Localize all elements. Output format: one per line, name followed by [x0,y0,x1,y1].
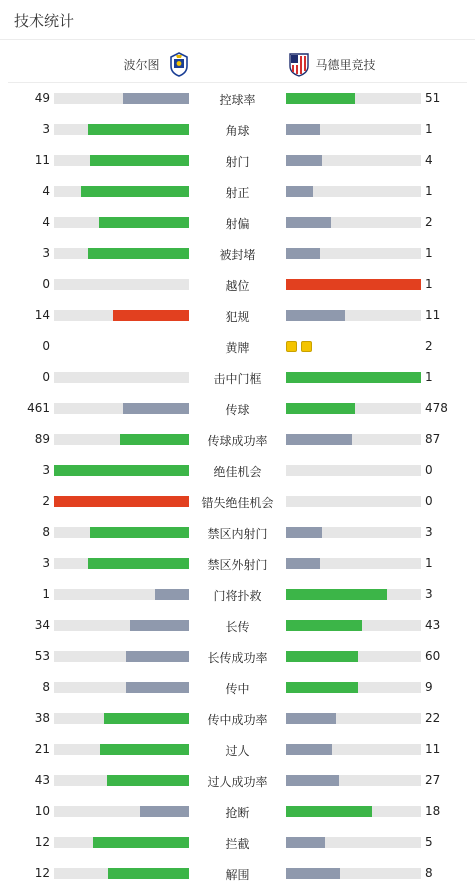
stat-label: 传球 [225,403,250,417]
home-stat-bar [54,186,189,197]
home-stat-bar [54,465,189,476]
stat-label: 抢断 [225,806,250,820]
stat-row [0,424,475,455]
away-stat-value: 1 [425,277,433,291]
stat-row [0,83,475,114]
yellow-card-icon [301,341,312,352]
away-stat-bar-fill [286,527,322,538]
stat-row [0,145,475,176]
home-stat-value: 3 [42,463,50,477]
stat-row [0,858,475,889]
away-stat-value: 11 [425,308,441,322]
yellow-card-icon [286,341,297,352]
home-stat-bar-fill [54,496,189,507]
stat-row [0,114,475,145]
away-stat-bar-fill [286,279,421,290]
porto-crest-icon [168,51,190,77]
away-stat-bar [286,124,421,135]
home-stat-value: 461 [27,401,50,415]
stat-label: 传中 [225,682,250,696]
home-stat-bar-fill [88,124,189,135]
home-stat-value: 4 [42,184,50,198]
home-stat-value: 1 [42,587,50,601]
home-stat-value: 8 [42,525,50,539]
away-stat-value: 18 [425,804,441,818]
home-stat-bar-fill [81,186,189,197]
stat-label: 击中门框 [213,372,262,386]
home-stat-bar-fill [123,403,189,414]
home-stat-value: 12 [34,835,50,849]
home-stat-bar-fill [107,775,189,786]
away-stat-value: 0 [425,494,433,508]
away-stat-bar-fill [286,372,421,383]
home-stat-bar-fill [130,620,189,631]
stat-row [0,610,475,641]
home-stat-bar-fill [54,465,189,476]
stat-row [0,331,475,362]
away-stat-bar-fill [286,186,313,197]
away-stat-bar-fill [286,806,372,817]
stat-row [0,455,475,486]
stat-label: 过人 [225,744,250,758]
away-stat-value: 4 [425,153,433,167]
home-stat-value: 49 [34,91,50,105]
stat-row [0,765,475,796]
home-stat-bar-fill [113,310,189,321]
home-stat-value: 89 [34,432,50,446]
stat-row [0,486,475,517]
home-stat-bar [54,527,189,538]
stat-row [0,703,475,734]
home-stat-bar-fill [90,527,189,538]
away-stat-bar [286,155,421,166]
away-stat-bar-fill [286,558,320,569]
stat-label: 控球率 [219,93,256,107]
away-stat-bar-fill [286,93,355,104]
away-stat-bar-fill [286,713,336,724]
away-stat-value: 3 [425,525,433,539]
home-stat-bar [54,620,189,631]
home-stat-bar-fill [140,806,189,817]
away-stat-bar-fill [286,124,320,135]
stat-label: 门将扑救 [213,589,262,603]
home-stat-value: 4 [42,215,50,229]
stat-label: 拦截 [225,837,250,851]
away-stat-bar-fill [286,403,355,414]
away-stat-bar-fill [286,682,358,693]
home-stat-bar [54,93,189,104]
away-stat-value: 27 [425,773,441,787]
stat-label: 传球成功率 [207,434,268,448]
stat-row [0,362,475,393]
home-stat-value: 3 [42,122,50,136]
stat-label: 禁区外射门 [207,558,268,572]
away-stat-bar [286,93,421,104]
away-stat-value: 22 [425,711,441,725]
away-stat-value: 11 [425,742,441,756]
away-stat-value: 0 [425,463,433,477]
home-stat-bar-fill [155,589,189,600]
home-stat-bar-fill [88,248,189,259]
away-stat-value: 8 [425,866,433,880]
away-stat-bar [286,310,421,321]
home-stat-bar [54,248,189,259]
home-stat-bar-fill [90,155,189,166]
home-team[interactable] [123,51,189,77]
home-stat-bar [54,310,189,321]
home-stat-bar-fill [93,837,189,848]
stat-row [0,796,475,827]
home-stat-bar-fill [123,93,189,104]
away-stat-bar-fill [286,310,345,321]
home-stat-value: 34 [34,618,50,632]
away-stat-bar-fill [286,248,320,259]
home-stat-value: 11 [34,153,50,167]
stat-label: 射正 [225,186,250,200]
stat-row [0,517,475,548]
away-stat-bar [286,837,421,848]
away-stat-bar [286,558,421,569]
home-stat-value: 2 [42,494,50,508]
away-stat-bar [286,620,421,631]
home-stat-bar [54,806,189,817]
away-stat-bar-fill [286,651,358,662]
home-stat-bar-fill [100,744,189,755]
stats-header [0,0,475,40]
home-stat-bar [54,651,189,662]
away-stat-bar-fill [286,589,387,600]
away-stat-bar [286,775,421,786]
stat-row [0,176,475,207]
teams-bar [8,40,467,83]
home-stat-value: 53 [34,649,50,663]
home-stat-bar-fill [99,217,189,228]
stat-row [0,207,475,238]
away-stat-bar [286,868,421,879]
home-stat-bar-fill [104,713,189,724]
away-stat-value: 51 [425,91,441,105]
away-stat-bar [286,217,421,228]
home-stat-bar-fill [88,558,189,569]
away-stat-bar-fill [286,155,322,166]
stat-row [0,238,475,269]
stat-label: 射门 [225,155,250,169]
home-stat-bar-fill [126,651,189,662]
away-stat-bar [286,434,421,445]
away-stat-bar [286,744,421,755]
home-stat-value: 14 [34,308,50,322]
away-stat-bar-fill [286,434,352,445]
away-stat-value: 9 [425,680,433,694]
home-stat-bar [54,682,189,693]
home-stat-bar [54,496,189,507]
home-stat-bar [54,403,189,414]
stat-label: 绝佳机会 [213,465,262,479]
home-stat-value: 21 [34,742,50,756]
away-stat-value: 1 [425,122,433,136]
home-stat-value: 12 [34,866,50,880]
away-stat-value: 87 [425,432,441,446]
home-stat-bar [54,279,189,290]
away-stat-bar-fill [286,868,340,879]
away-stat-bar-fill [286,744,332,755]
away-stat-bar [286,682,421,693]
atletico-crest-icon [288,51,310,77]
stat-row [0,734,475,765]
away-stat-bar-fill [286,620,362,631]
stat-row [0,827,475,858]
stat-label: 被封堵 [219,248,256,262]
home-team-name: 波尔图 [123,57,160,72]
stat-row [0,672,475,703]
away-stat-bar [286,806,421,817]
away-stat-bar-fill [286,217,331,228]
stat-label: 黄牌 [225,341,250,355]
stats-list [0,83,475,889]
away-stat-value: 43 [425,618,441,632]
home-stat-value: 0 [42,339,50,353]
home-stat-bar [54,744,189,755]
home-stat-bar [54,217,189,228]
away-stat-bar [286,248,421,259]
stat-label: 过人成功率 [207,775,268,789]
away-stat-bar [286,496,421,507]
away-stat-value: 1 [425,556,433,570]
home-stat-bar [54,775,189,786]
home-stat-bar [54,868,189,879]
home-stat-bar [54,837,189,848]
away-stat-bar [286,372,421,383]
away-stat-bar [286,279,421,290]
stat-row [0,269,475,300]
home-stat-value: 10 [34,804,50,818]
stat-label: 长传 [225,620,250,634]
stat-label: 射偏 [225,217,250,231]
stat-label: 错失绝佳机会 [201,496,274,510]
home-stat-bar-fill [126,682,189,693]
away-stat-bar [286,465,421,476]
away-stat-bar [286,589,421,600]
home-stat-value: 0 [42,277,50,291]
away-stat-bar-fill [286,837,325,848]
away-stat-value: 60 [425,649,441,663]
home-stat-value: 8 [42,680,50,694]
away-stat-value: 2 [425,215,433,229]
away-stat-value: 2 [425,339,433,353]
home-stat-bar [54,124,189,135]
home-stat-bar [54,589,189,600]
away-stat-bar [286,651,421,662]
stat-label: 角球 [225,124,250,138]
away-stat-value: 478 [425,401,448,415]
home-stat-bar-fill [108,868,189,879]
stat-label: 传中成功率 [207,713,268,727]
stat-row [0,300,475,331]
stat-label: 越位 [225,279,250,293]
away-stat-value: 1 [425,246,433,260]
home-stat-bar [54,434,189,445]
away-stat-bar [286,713,421,724]
away-stat-bar-fill [286,775,339,786]
home-stat-value: 3 [42,246,50,260]
home-stat-value: 38 [34,711,50,725]
home-stat-bar-fill [120,434,189,445]
page-title: 技术统计 [14,12,75,30]
away-team[interactable] [288,51,376,77]
away-stat-value: 5 [425,835,433,849]
stat-label: 犯规 [225,310,250,324]
home-stat-bar [54,372,189,383]
away-stat-bar [286,527,421,538]
stat-label: 解围 [225,868,250,882]
home-stat-bar [54,713,189,724]
away-team-name: 马德里竞技 [315,57,376,72]
stat-label: 长传成功率 [207,651,268,665]
home-stat-value: 3 [42,556,50,570]
stat-row [0,548,475,579]
stat-row [0,641,475,672]
away-stat-value: 1 [425,184,433,198]
home-stat-bar [54,558,189,569]
away-stat-value: 1 [425,370,433,384]
away-stat-bar [286,186,421,197]
away-stat-value: 3 [425,587,433,601]
home-stat-bar [54,155,189,166]
away-yellow-cards [286,341,312,352]
home-stat-value: 43 [34,773,50,787]
away-stat-bar [286,403,421,414]
stat-row [0,579,475,610]
home-stat-value: 0 [42,370,50,384]
stat-label: 禁区内射门 [207,527,268,541]
stat-row [0,393,475,424]
